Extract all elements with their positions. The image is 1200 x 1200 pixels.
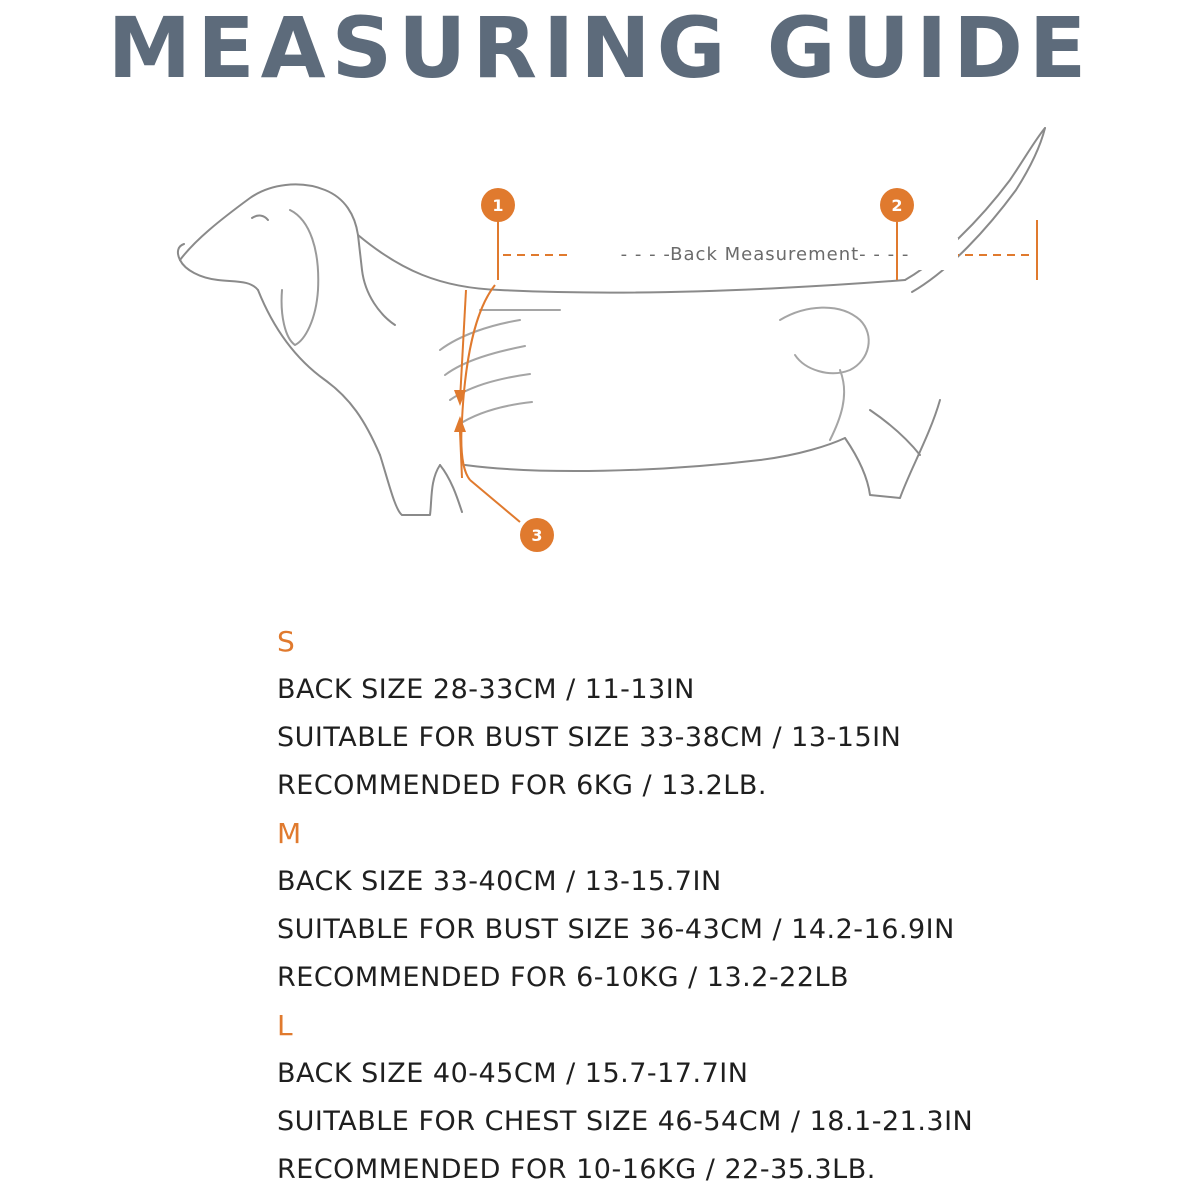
size-block-m bbox=[277, 810, 1177, 1002]
marker-1-label: 1 bbox=[492, 196, 504, 215]
size-label: S bbox=[277, 625, 296, 658]
measurement-markers bbox=[454, 188, 1037, 552]
back-size-text: BACK SIZE 40-45CM / 15.7-17.7IN bbox=[277, 1058, 749, 1089]
size-block-l bbox=[277, 1002, 1177, 1194]
back-size-text: BACK SIZE 28-33CM / 11-13IN bbox=[277, 674, 695, 705]
fit-size-text: SUITABLE FOR BUST SIZE 36-43CM / 14.2-16.9IN bbox=[277, 914, 955, 945]
marker-3-label: 3 bbox=[531, 526, 543, 545]
dog-measurement-illustration bbox=[140, 120, 1100, 580]
size-label: M bbox=[277, 817, 303, 850]
weight-recommendation-text: RECOMMENDED FOR 6KG / 13.2LB. bbox=[277, 770, 767, 801]
back-measurement-label: - - - -Back Measurement- - - - bbox=[620, 244, 910, 265]
size-block-s bbox=[277, 618, 1177, 810]
size-chart bbox=[277, 618, 1177, 1194]
marker-2-label: 2 bbox=[891, 196, 903, 215]
fit-size-text: SUITABLE FOR BUST SIZE 33-38CM / 13-15IN bbox=[277, 722, 902, 753]
page-title: MEASURING GUIDE bbox=[107, 0, 1093, 97]
dog-sketch bbox=[178, 128, 1045, 515]
fit-size-text: SUITABLE FOR CHEST SIZE 46-54CM / 18.1-21.3IN bbox=[277, 1106, 974, 1137]
weight-recommendation-text: RECOMMENDED FOR 6-10KG / 13.2-22LB bbox=[277, 962, 850, 993]
size-label: L bbox=[277, 1009, 294, 1042]
back-size-text: BACK SIZE 33-40CM / 13-15.7IN bbox=[277, 866, 722, 897]
weight-recommendation-text: RECOMMENDED FOR 10-16KG / 22-35.3LB. bbox=[277, 1154, 876, 1185]
